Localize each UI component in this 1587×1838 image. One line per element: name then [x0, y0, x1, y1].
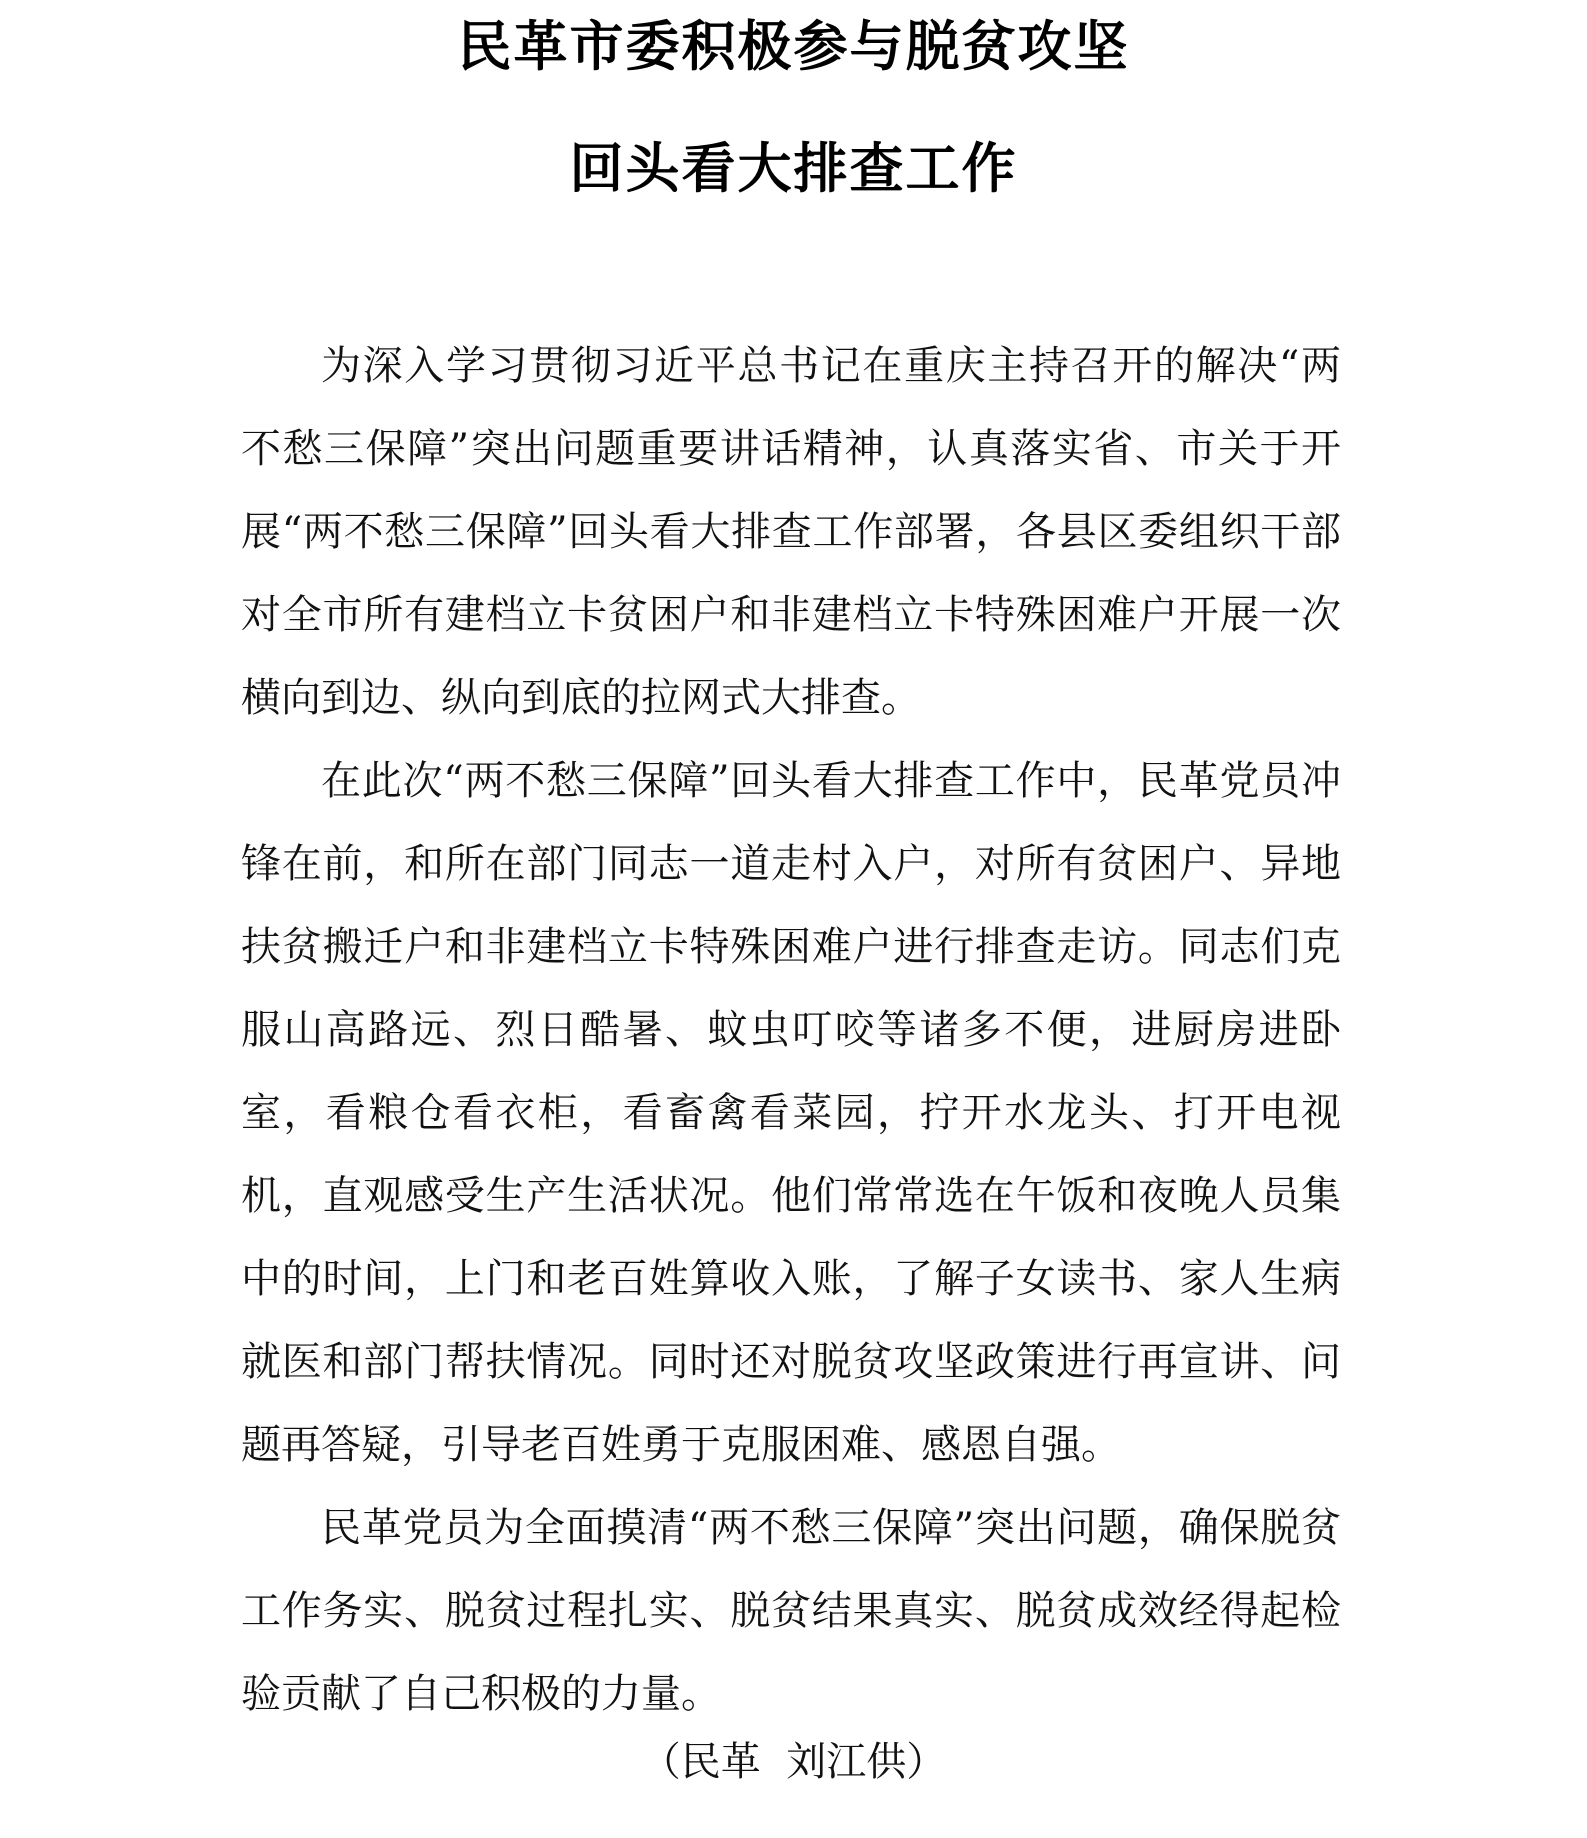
paragraph-3: 民革党员为全面摸清“两不愁三保障”突出问题，确保脱贫工作务实、脱贫过程扎实、脱贫结果真实、脱贫成效经得起检验贡献了自己积极的力量。	[241, 1505, 1341, 1717]
paragraph-2: 在此次“两不愁三保障”回头看大排查工作中，民革党员冲锋在前，和所在部门同志一道走村入户，对所有贫困户、异地扶贫搬迁户和非建档立卡特殊困难户进行排查走访。同志们克服山高路远、烈日酷暑、蚊虫叮咬等诸多不便，进厨房进卧室，看粮仓看衣柜，看畜禽看菜园，拧开水龙头、打开电视机，直观感受生产生活状况。他们常常选在午饭和夜晚人员集中的时间，上门和老百姓算收入账，了解子女读书、家人生病就医和部门帮扶情况。同时还对脱贫攻坚政策进行再宣讲、问题再答疑，引导老百姓勇于克服困难、感恩自强。	[241, 758, 1341, 1468]
author-signature: （民革 刘江供）	[640, 1739, 947, 1785]
paragraph-1: 为深入学习贯彻习近平总书记在重庆主持召开的解决“两不愁三保障”突出问题重要讲话精神，认真落实省、市关于开展“两不愁三保障”回头看大排查工作部署，各县区委组织干部对全市所有建档立卡贫困户和非建档立卡特殊困难户开展一次横向到边、纵向到底的拉网式大排查。	[241, 343, 1341, 721]
document-title-line-1: 民革市委积极参与脱贫攻坚	[457, 15, 1130, 78]
document-title-line-2: 回头看大排查工作	[569, 137, 1018, 200]
document-body	[241, 325, 1341, 1736]
